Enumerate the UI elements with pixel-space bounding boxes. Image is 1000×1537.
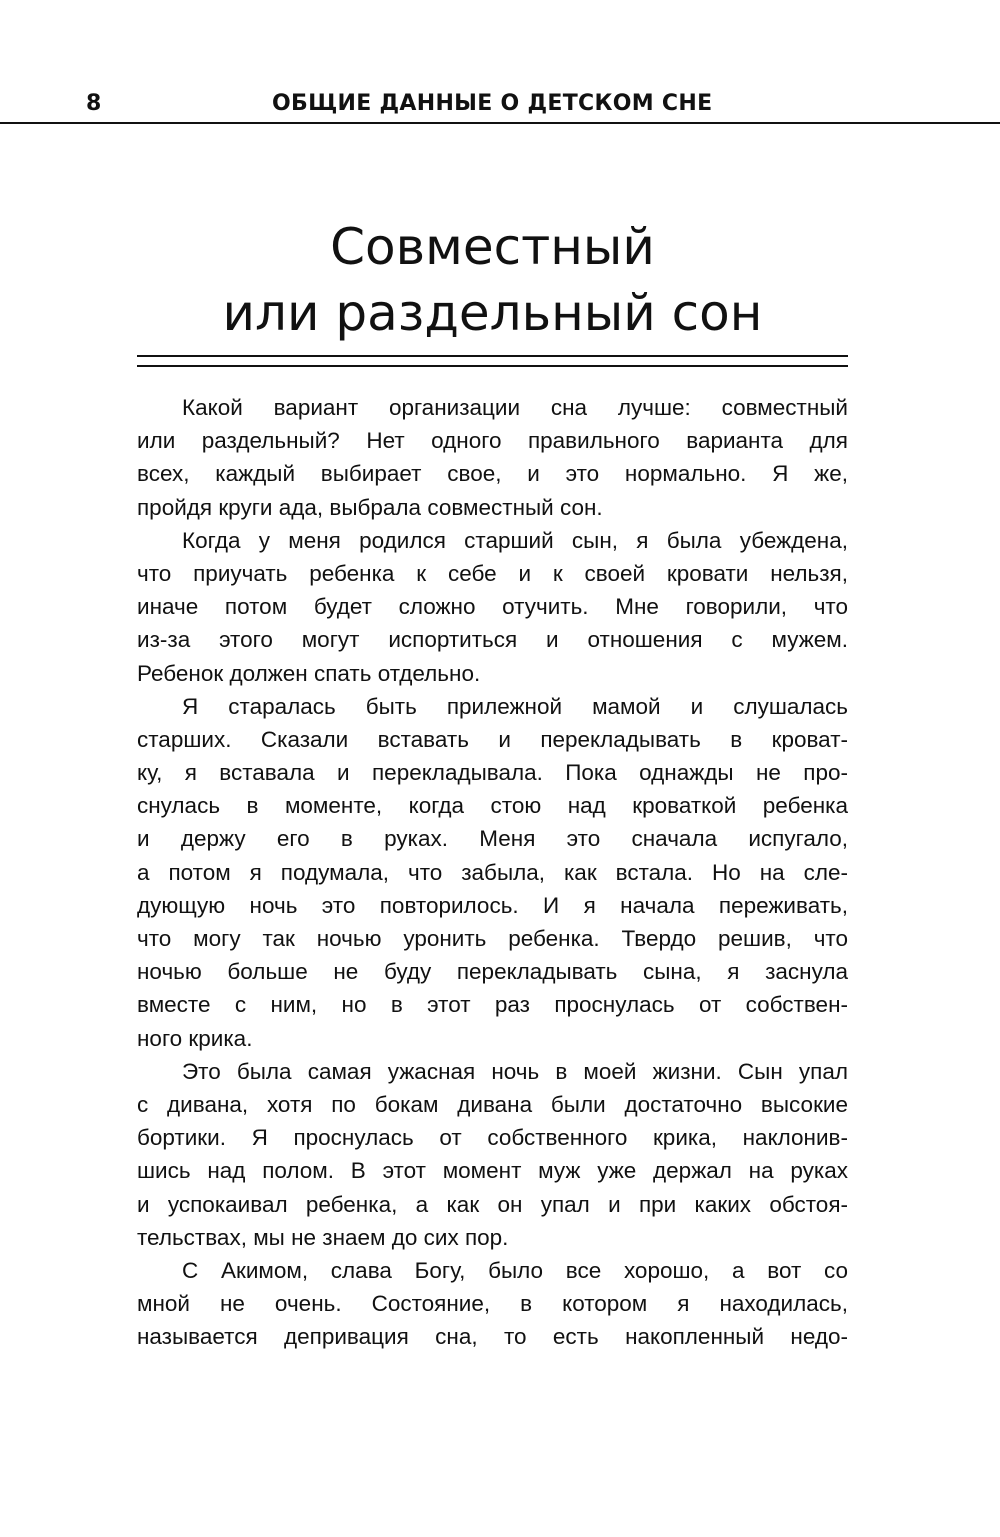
paragraph-5-line: называется депривация сна, то есть накопленный недо- — [137, 1324, 848, 1350]
paragraph-2-line: что приучать ребенка к себе и к своей кровати нельзя, — [137, 560, 848, 586]
paragraph-1-last-line: пройдя круги ада, выбрала совместный сон. — [137, 494, 603, 520]
paragraph-4-line: и успокаивал ребенка, а как он упал и при каких обстоя- — [137, 1191, 848, 1217]
paragraph-3-last-line: ного крика. — [137, 1025, 253, 1051]
paragraph-2-line: Когда у меня родился старший сын, я была убеждена, — [182, 527, 848, 553]
paragraph-3-line: вместе с ним, но в этот раз проснулась от собствен- — [137, 992, 848, 1018]
paragraph-1-line: Какой вариант организации сна лучше: совместный — [182, 395, 848, 420]
paragraph-3-line: а потом я подумала, что забыла, как встала. Но на сле- — [137, 859, 848, 885]
chapter-title — [137, 214, 848, 346]
paragraph-3-line: что могу так ночью уронить ребенка. Твердо решив, что — [137, 926, 848, 951]
paragraph-3-line: снулась в моменте, когда стою над кроваткой ребенка — [137, 793, 848, 819]
running-title: ОБЩИЕ ДАННЫЕ О ДЕТСКОМ СНЕ — [272, 91, 713, 116]
paragraph-3-line: дующую ночь это повторилось. И я начала переживать, — [137, 892, 848, 918]
chapter-title-line-2: или раздельный сон — [222, 284, 763, 342]
paragraph-2-line: из-за этого могут испортиться и отношения с мужем. — [137, 627, 848, 653]
paragraph-4-last-line: тельствах, мы не знаем до сих пор. — [137, 1224, 509, 1250]
header-rule — [0, 122, 1000, 124]
paragraph-1-line: или раздельный? Нет одного правильного варианта для — [137, 428, 848, 454]
paragraph-2-line: иначе потом будет сложно отучить. Мне говорили, что — [137, 594, 848, 620]
paragraph-1-line: всех, каждый выбирает свое, и это нормально. Я же, — [137, 461, 848, 487]
title-double-rule-bottom — [137, 365, 848, 367]
chapter-title-line-1: Совместный — [330, 218, 655, 276]
paragraph-4-line: шись над полом. В этот момент муж уже держал на руках — [137, 1158, 848, 1184]
page-number: 8 — [86, 91, 102, 116]
paragraph-5-line: мной не очень. Состояние, в котором я находилась, — [137, 1291, 848, 1317]
paragraph-4-line: с дивана, хотя по бокам дивана были достаточно высокие — [137, 1091, 848, 1117]
body-text — [137, 391, 848, 1353]
paragraph-3-line: и держу его в руках. Меня это сначала испугало, — [137, 826, 848, 852]
paragraph-3-line: ку, я вставала и перекладывала. Пока однажды не про- — [137, 760, 848, 786]
paragraph-3-line: Я старалась быть прилежной мамой и слушалась — [182, 693, 848, 719]
paragraph-4-line: бортики. Я проснулась от собственного крика, наклонив- — [137, 1125, 848, 1151]
running-header — [0, 84, 1000, 124]
paragraph-2-last-line: Ребенок должен спать отдельно. — [137, 660, 481, 686]
paragraph-5-line: С Акимом, слава Богу, было все хорошо, а вот со — [182, 1257, 848, 1283]
paragraph-3-line: старших. Сказали вставать и перекладывать в кроват- — [137, 726, 848, 752]
title-double-rule-top — [137, 355, 848, 357]
paragraph-4-line: Это была самая ужасная ночь в моей жизни. Сын упал — [182, 1058, 848, 1084]
paragraph-3-line: ночью больше не буду перекладывать сына, я заснула — [137, 959, 848, 985]
